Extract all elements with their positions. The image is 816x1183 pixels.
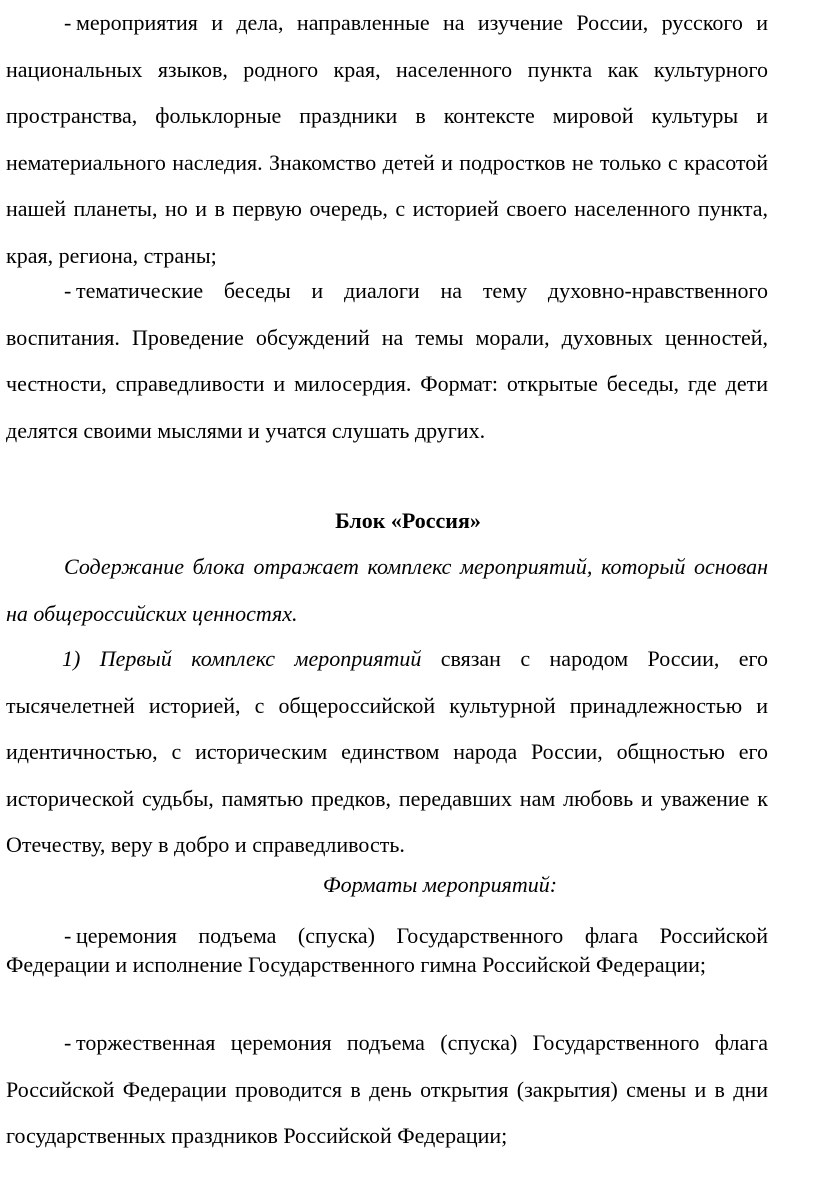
paragraph-text: мероприятия и дела, направленные на изучение России, русского и национальных языков, родного края, населенного пункта как культурного пространства, фольклорные праздники в контексте мировой культуры и нематериального наследия. Знакомство детей и подростков не только с красотой нашей планеты, но и в первую очередь, с историей своего населенного пункта, края, региона, страны; — [6, 10, 768, 268]
paragraph-block-description: Содержание блока отражает комплекс мероприятий, который основан на общероссийских ценностях. — [6, 554, 768, 626]
section-heading-russia-block: Блок «Россия» — [335, 508, 481, 533]
paragraph-text: торжественная церемония подъема (спуска) Государственного флага Российской Федерации проводится в день открытия (закрытия) смены и в дни государственных праздников Российской Федерации; — [6, 1030, 768, 1149]
paragraph-solemn-ceremony — [6, 1020, 768, 1160]
paragraph-text: тематические беседы и диалоги на тему духовно-нравственного воспитания. Проведение обсуждений на темы морали, духовных ценностей, честности, справедливости и милосердия. Формат: открытые беседы, где дети делятся своими мыслями и учатся слушать других. — [6, 278, 768, 443]
paragraph-flag-ceremony — [6, 921, 768, 979]
list-dash: - — [64, 1030, 72, 1055]
paragraph-activities-russia-study — [6, 0, 768, 280]
paragraph-thematic-conversations — [6, 268, 768, 454]
formats-label: Форматы мероприятий: — [322, 872, 558, 897]
paragraph-text: связан с народом России, его тысячелетней историей, с общероссийской культурной принадлежностью и идентичностью, с историческим единством народа России, общностью его исторической судьбы, памятью предков, передавших нам любовь и уважение к Отечеству, веру в добро и справедливость. — [6, 646, 768, 858]
paragraph-text: церемония подъема (спуска) Государственного флага Российской Федерации и исполнение Государственного гимна Российской Федерации; — [6, 923, 768, 977]
paragraph-lead-italic: 1) Первый комплекс мероприятий — [62, 646, 422, 671]
list-dash: - — [64, 923, 72, 948]
list-dash: - — [64, 10, 72, 35]
list-dash: - — [64, 278, 72, 303]
paragraph-first-complex — [6, 636, 768, 869]
